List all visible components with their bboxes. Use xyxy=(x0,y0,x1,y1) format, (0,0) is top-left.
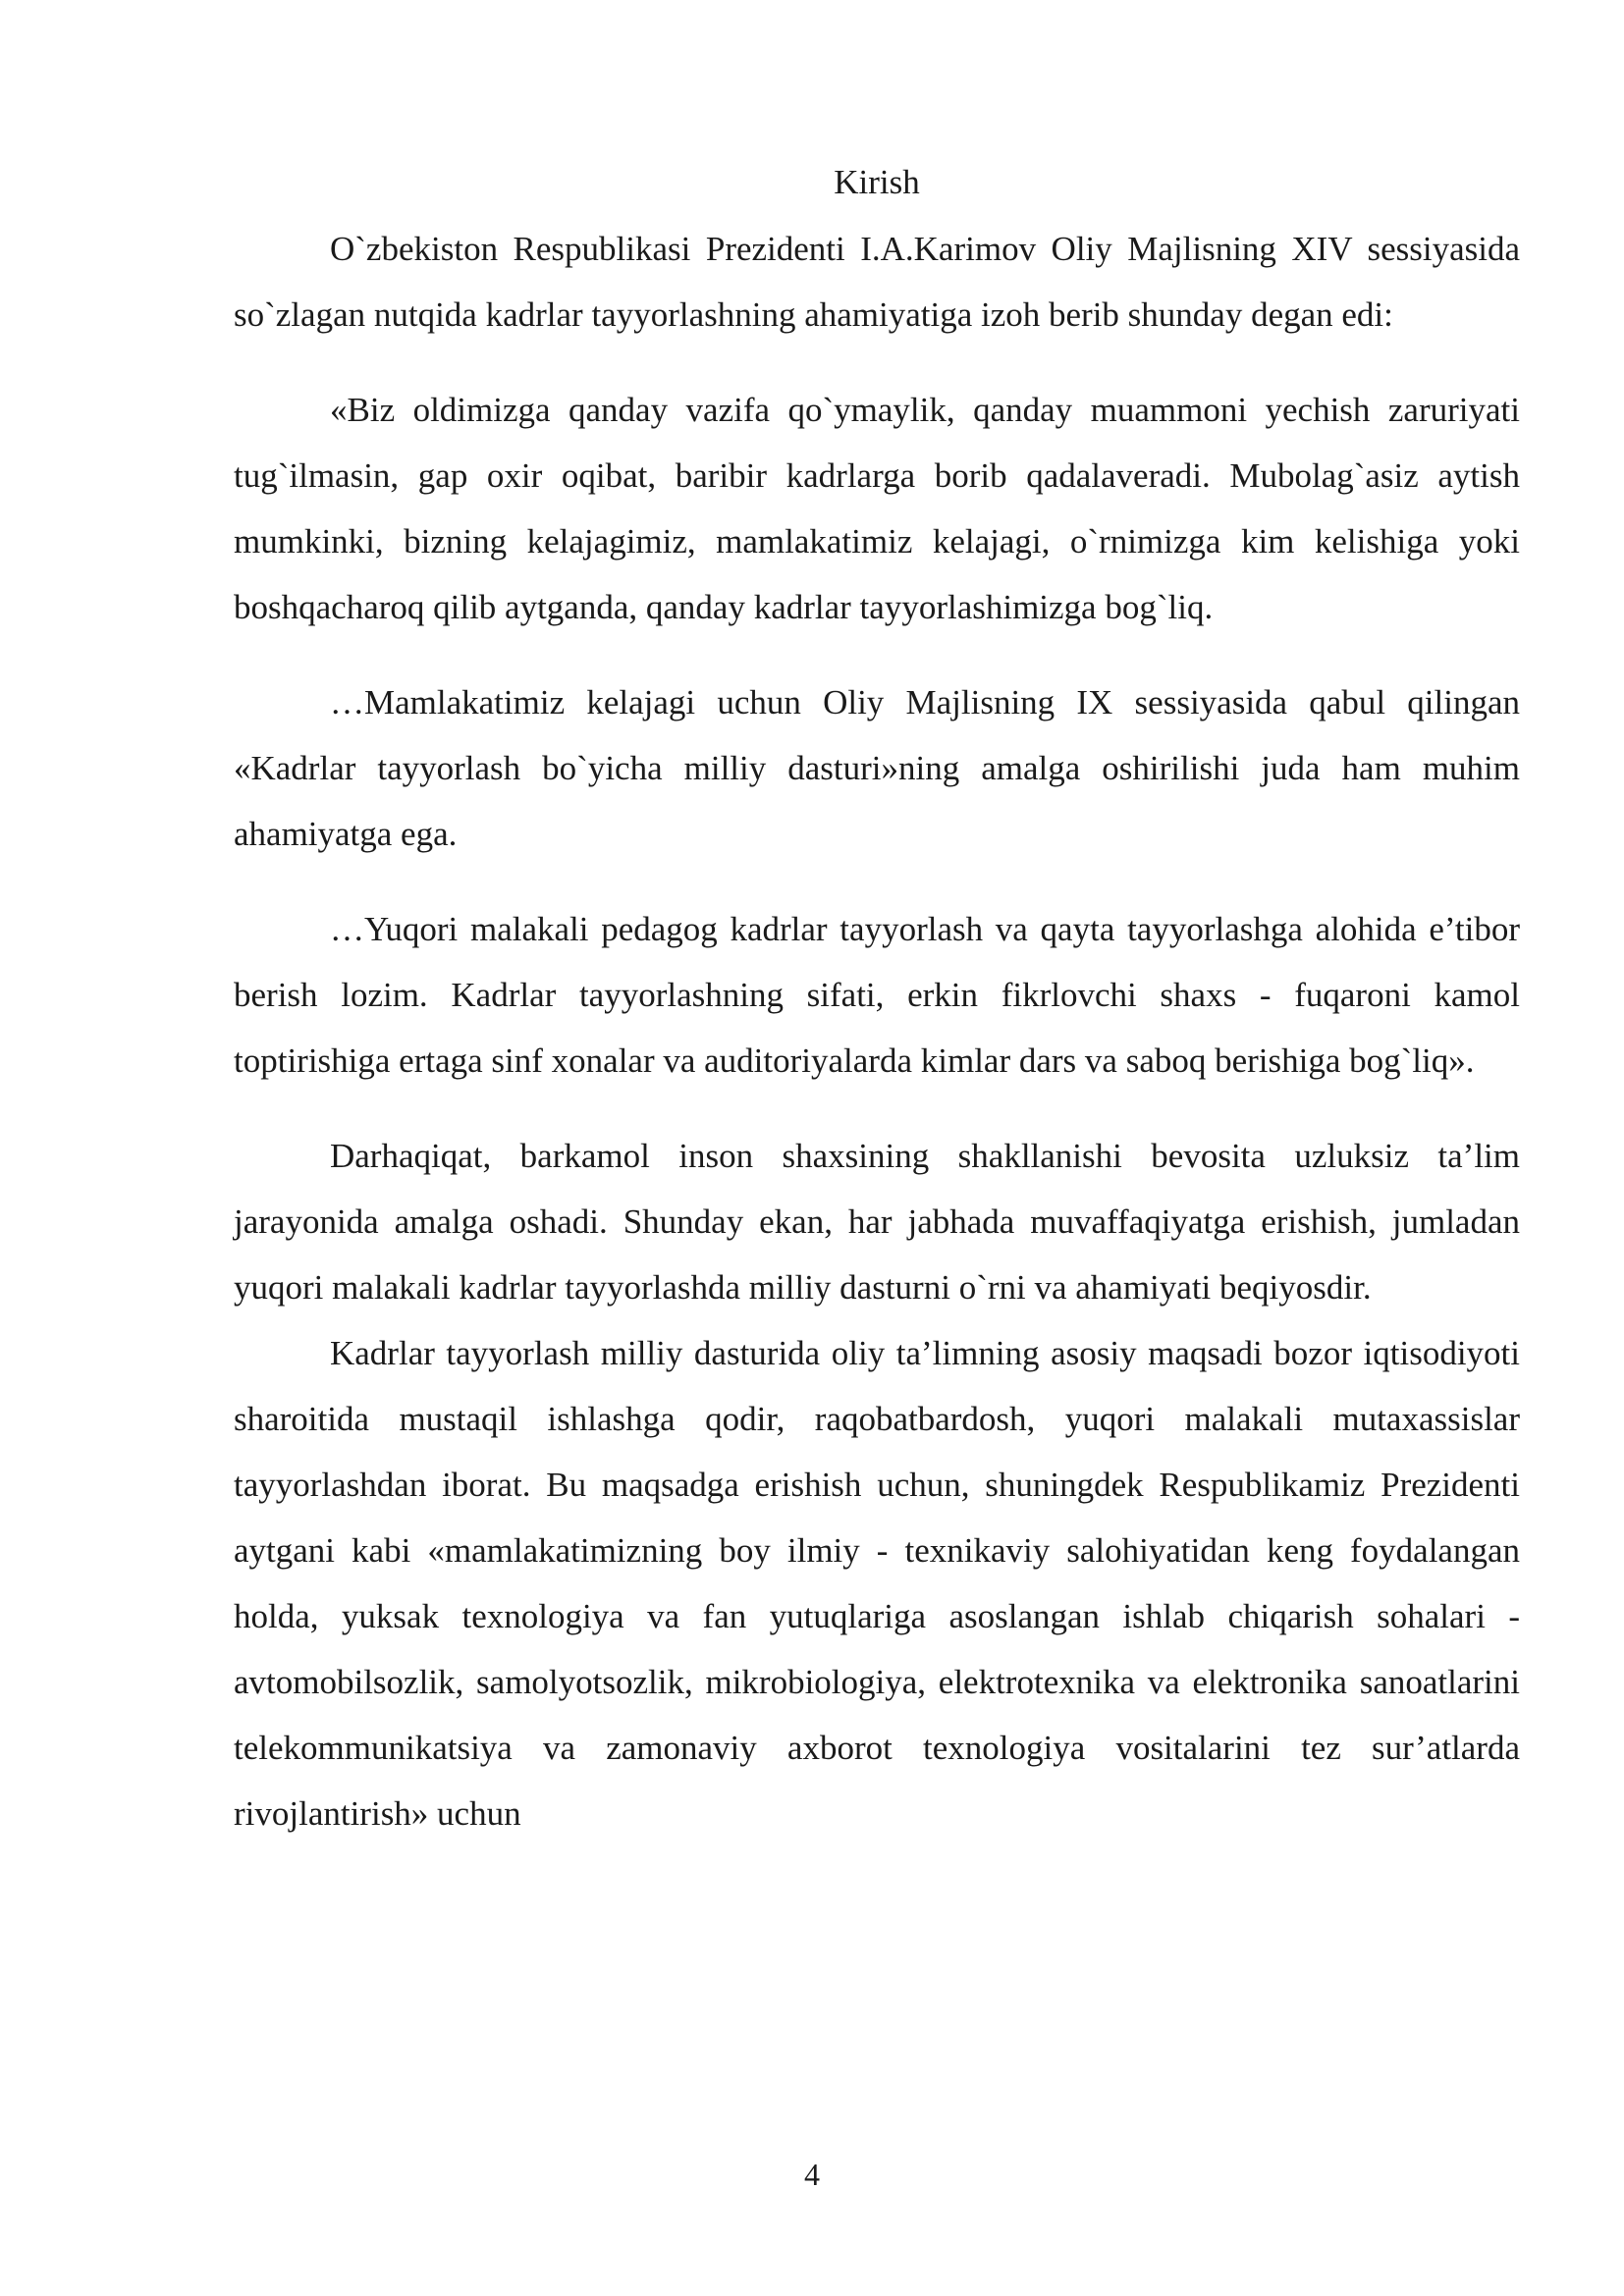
section-heading: Kirish xyxy=(834,163,920,201)
paragraph-body-2: Kadrlar tayyorlash milliy dasturida oliy ta’limning asosiy maqsadi bozor iqtisodiyoti sharoitida mustaqil ishlashga qodir, raqobatbardosh, yuqori malakali mutaxassislar tayyorlashdan iborat. Bu maqsadga erishish uchun, shuningdek Respublikamiz Prezidenti aytgani kabi «mamlakatimizning boy ilmiy - texnikaviy salohiyatidan keng foydalangan holda, yuksak texnologiya va fan yutuqlariga asoslangan ishlab chiqarish sohalari - avtomobilsozlik, samolyotsozlik, mikrobiologiya, elektrotexnika va elektronika sanoatlarini telekommunikatsiya va zamonaviy axborot texnologiya vositalarini tez sur’atlarda rivojlantirish» uchun xyxy=(234,1334,1520,1833)
page-number: 4 xyxy=(804,2157,820,2192)
paragraph-body-1: Darhaqiqat, barkamol inson shaxsining shakllanishi bevosita uzluksiz ta’lim jarayonida amalga oshadi. Shunday ekan, har jabhada muvaffaqiyatga erishish, jumladan yuqori malakali kadrlar tayyorlashda milliy dasturni o`rni va ahamiyati beqiyosdir. xyxy=(234,1137,1520,1307)
paragraph-quote-2: …Mamlakatimiz kelajagi uchun Oliy Majlisning IX sessiyasida qabul qilingan «Kadrlar tayyorlash bo`yicha milliy dasturi»ning amalga oshirilishi juda ham muhim ahamiyatga ega. xyxy=(234,683,1520,853)
paragraph-quote-3: …Yuqori malakali pedagog kadrlar tayyorlash va qayta tayyorlashga alohida e’tibor berish lozim. Kadrlar tayyorlashning sifati, erkin fikrlovchi shaxs - fuqaroni kamol toptirishiga ertaga sinf xonalar va auditoriyalarda kimlar dars va saboq berishiga bog`liq». xyxy=(234,910,1520,1080)
page-content xyxy=(234,149,1520,1846)
paragraph-intro: O`zbekiston Respublikasi Prezidenti I.A.Karimov Oliy Majlisning XIV sessiyasida so`zlagan nutqida kadrlar tayyorlashning ahamiyatiga izoh berib shunday degan edi: xyxy=(234,230,1520,334)
paragraph-quote-1: «Biz oldimizga qanday vazifa qo`ymaylik, qanday muammoni yechish zaruriyati tug`ilmasin, gap oxir oqibat, baribir kadrlarga borib qadalaveradi. Mubolag`asiz aytish mumkinki, bizning kelajagimiz, mamlakatimiz kelajagi, o`rnimizga kim kelishiga yoki boshqacharoq qilib aytganda, qanday kadrlar tayyorlashimizga bog`liq. xyxy=(234,391,1520,626)
